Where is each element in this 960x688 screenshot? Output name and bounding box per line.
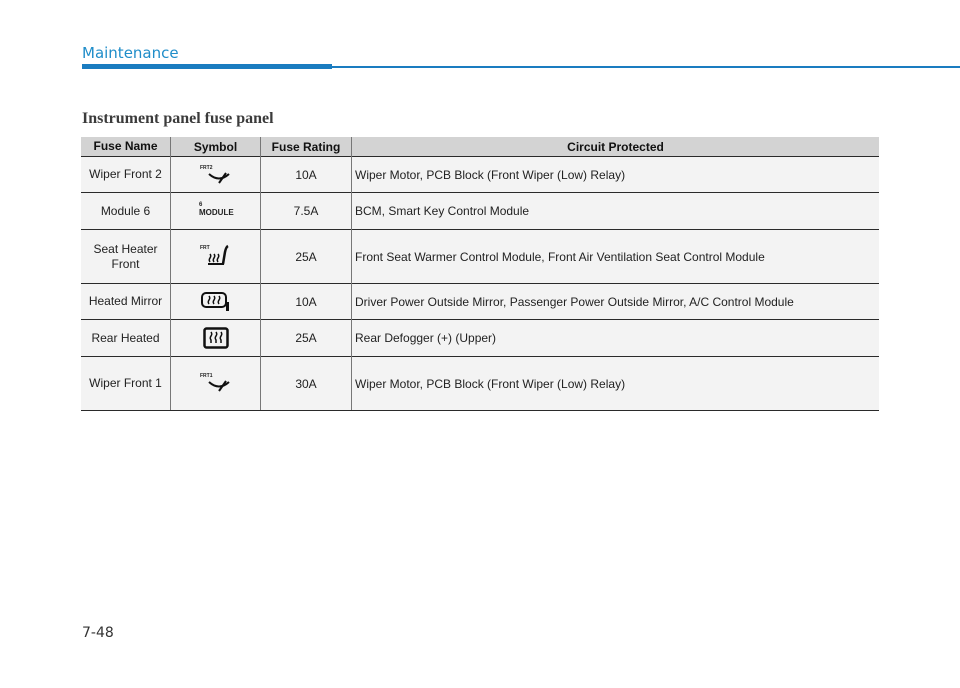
symbol-tag: 6 bbox=[199, 202, 203, 208]
fuse-rating: 10A bbox=[261, 284, 352, 320]
table-row bbox=[81, 157, 879, 193]
circuit-protected: Driver Power Outside Mirror, Passenger Power Outside Mirror, A/C Control Module bbox=[352, 284, 880, 320]
table-row bbox=[81, 284, 879, 320]
module-label-icon bbox=[171, 193, 260, 229]
fuse-rating: 25A bbox=[261, 320, 352, 357]
header-rule-thick bbox=[82, 64, 332, 69]
symbol-cell bbox=[171, 230, 261, 284]
header-rule-thin bbox=[332, 66, 960, 68]
column-header-symbol: Symbol bbox=[171, 137, 261, 157]
table-row bbox=[81, 357, 879, 411]
column-header-circuit-protected: Circuit Protected bbox=[352, 137, 880, 157]
circuit-protected: Front Seat Warmer Control Module, Front Air Ventilation Seat Control Module bbox=[352, 230, 880, 284]
wiper-icon bbox=[207, 379, 231, 393]
page-number: 7-48 bbox=[82, 625, 114, 641]
fuse-rating: 10A bbox=[261, 157, 352, 193]
column-header-fuse-name: Fuse Name bbox=[81, 137, 171, 157]
symbol-cell bbox=[171, 284, 261, 320]
table-row bbox=[81, 193, 879, 230]
fuse-rating: 7.5A bbox=[261, 193, 352, 230]
page-heading: Instrument panel fuse panel bbox=[82, 110, 274, 127]
fuse-table bbox=[81, 137, 879, 411]
table-row bbox=[81, 320, 879, 357]
symbol-tag: FRT1 bbox=[200, 373, 213, 379]
fuse-name: Module 6 bbox=[81, 193, 171, 230]
fuse-name: Seat Heater Front bbox=[81, 230, 171, 284]
fuse-name: Wiper Front 2 bbox=[81, 157, 171, 193]
circuit-protected: BCM, Smart Key Control Module bbox=[352, 193, 880, 230]
fuse-name: Heated Mirror bbox=[81, 284, 171, 320]
circuit-protected: Wiper Motor, PCB Block (Front Wiper (Low) Relay) bbox=[352, 357, 880, 411]
symbol-cell bbox=[171, 357, 261, 411]
table-header-row bbox=[81, 137, 879, 157]
fuse-rating: 30A bbox=[261, 357, 352, 411]
wiper-icon bbox=[207, 171, 231, 185]
section-title: Maintenance bbox=[82, 44, 179, 62]
symbol-tag: FRT2 bbox=[200, 165, 213, 171]
symbol-cell bbox=[171, 193, 261, 230]
heated-mirror-icon bbox=[201, 290, 231, 312]
table-row bbox=[81, 230, 879, 284]
fuse-name: Rear Heated bbox=[81, 320, 171, 357]
rear-defogger-icon bbox=[203, 327, 229, 349]
circuit-protected: Rear Defogger (+) (Upper) bbox=[352, 320, 880, 357]
symbol-label: MODULE bbox=[199, 208, 234, 217]
fuse-rating: 25A bbox=[261, 230, 352, 284]
seat-heater-icon bbox=[207, 244, 229, 266]
symbol-cell bbox=[171, 320, 261, 357]
circuit-protected: Wiper Motor, PCB Block (Front Wiper (Low) Relay) bbox=[352, 157, 880, 193]
fuse-name: Wiper Front 1 bbox=[81, 357, 171, 411]
column-header-fuse-rating: Fuse Rating bbox=[261, 137, 352, 157]
symbol-tag: FRT bbox=[200, 245, 210, 251]
symbol-cell bbox=[171, 157, 261, 193]
